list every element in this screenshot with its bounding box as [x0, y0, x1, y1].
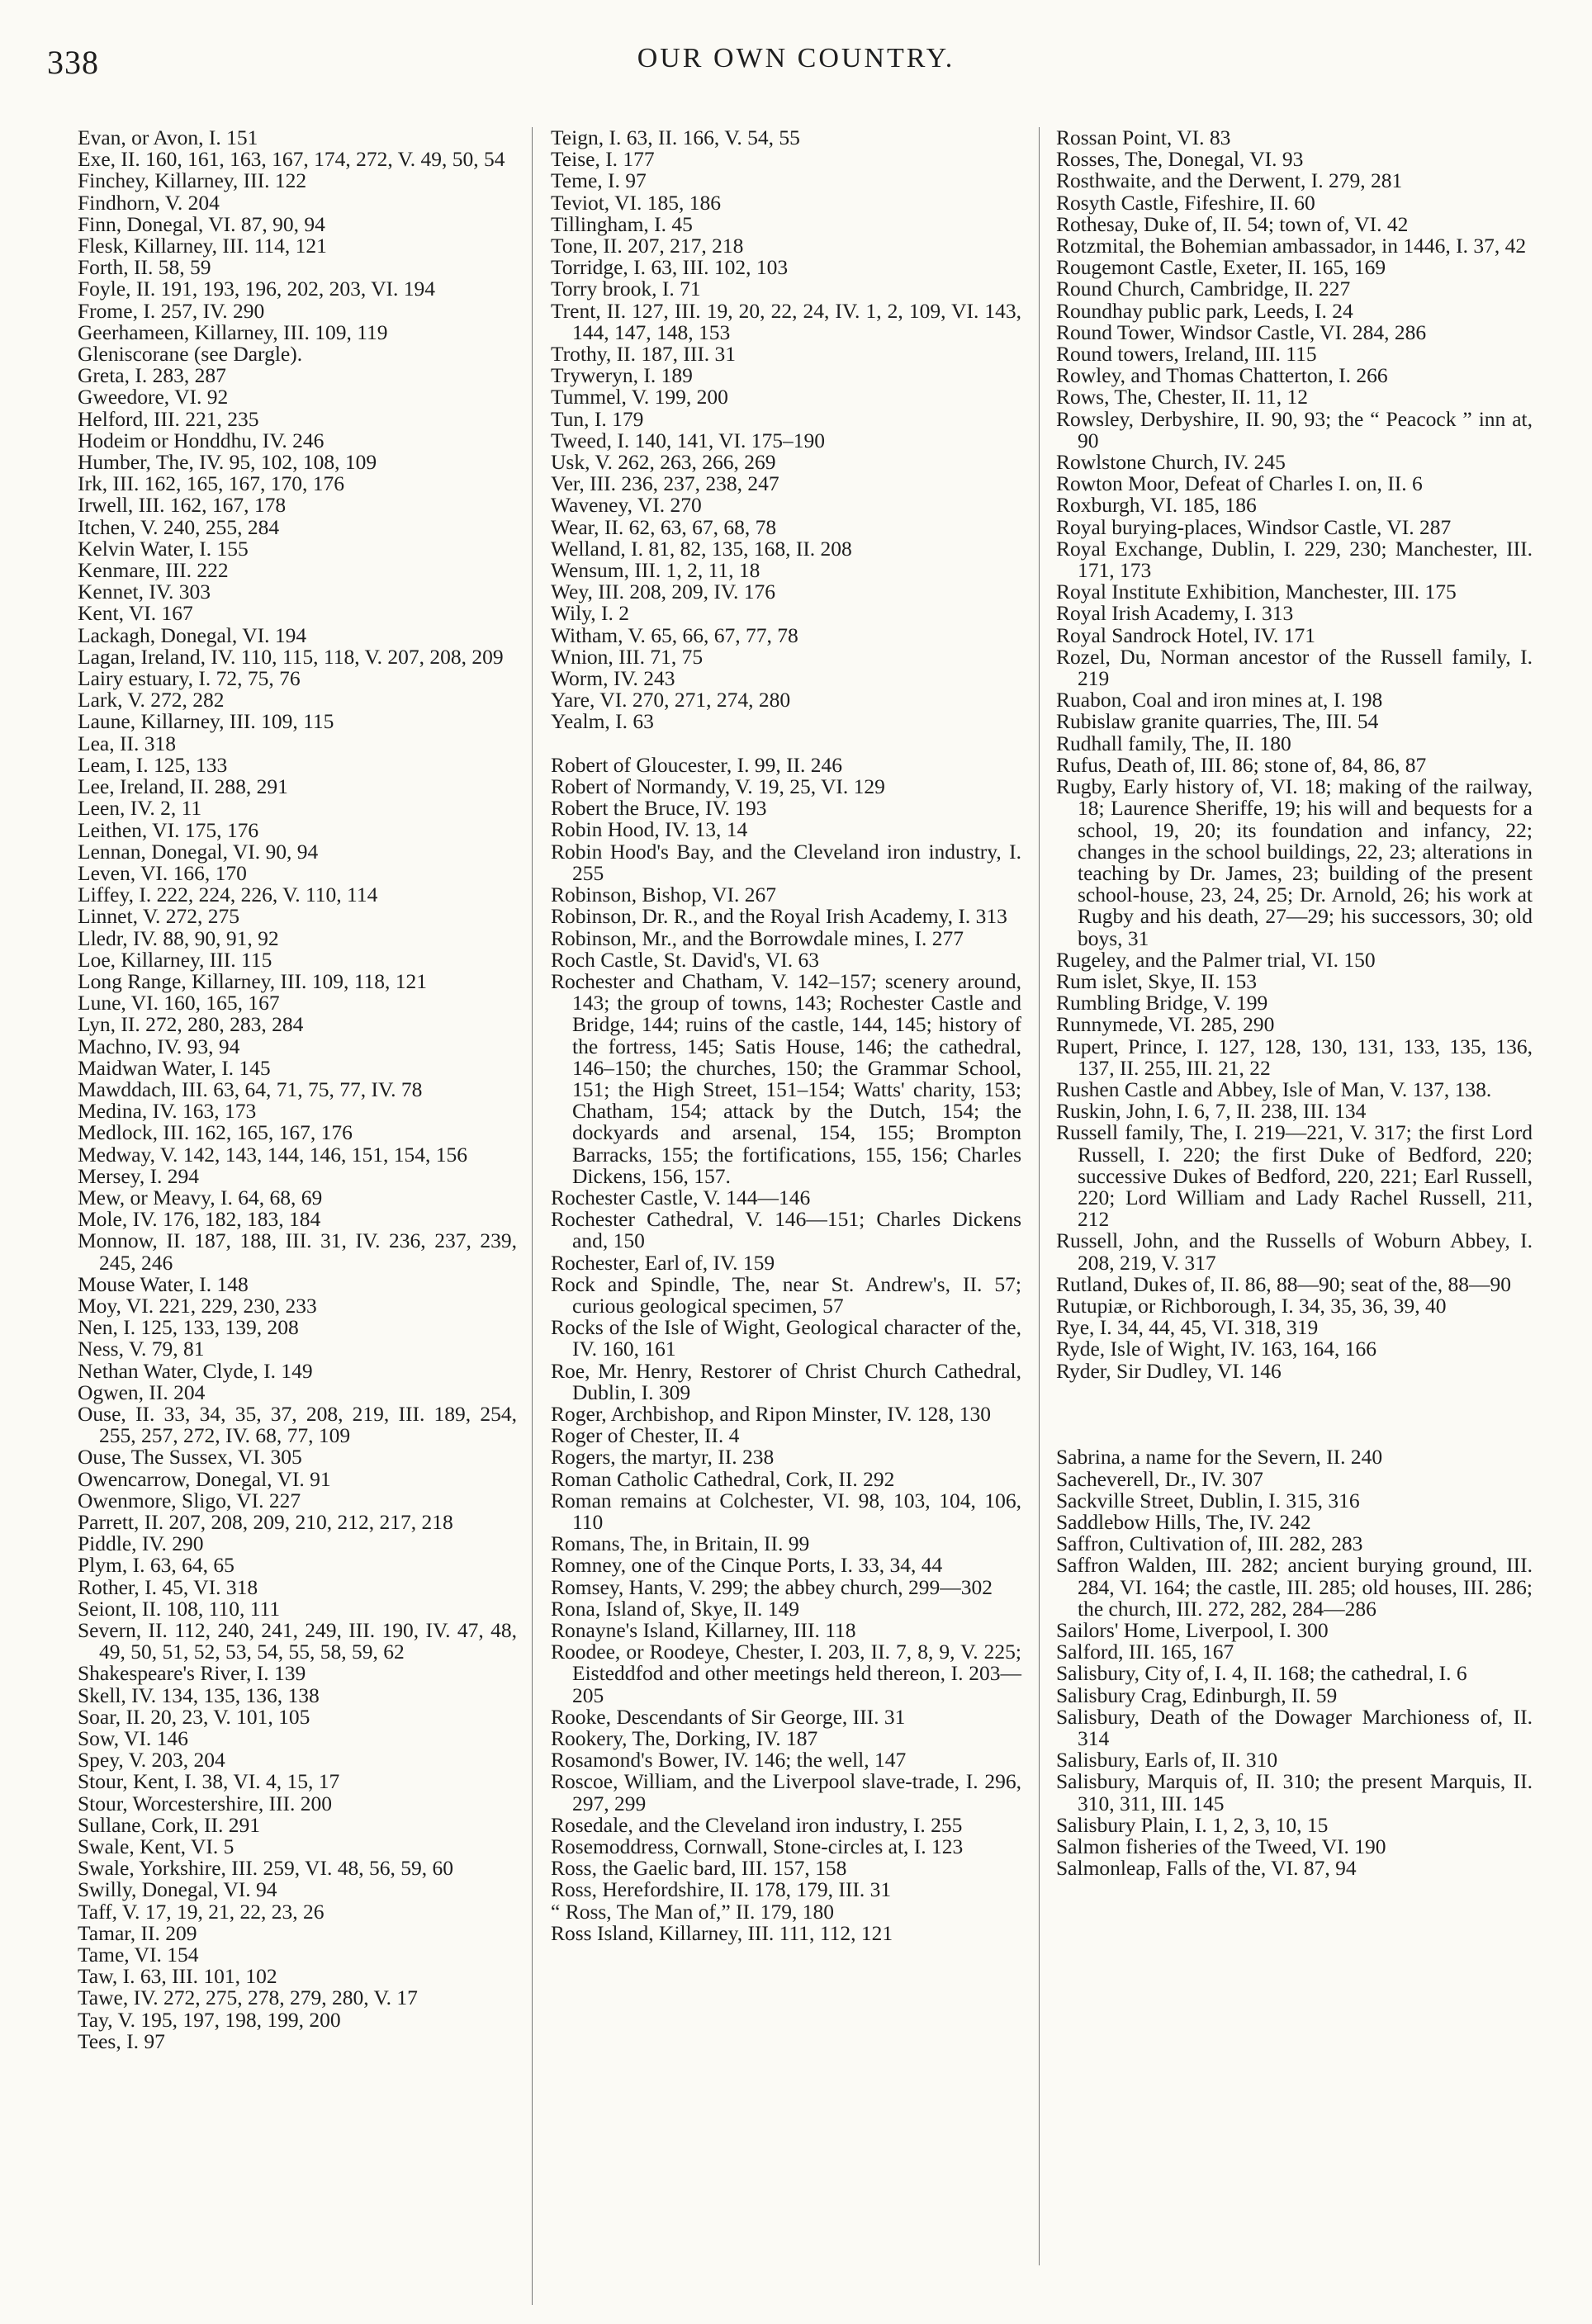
index-entry: Romney, one of the Cinque Ports, I. 33, 34, 44 [551, 1553, 943, 1578]
index-entry: Kenmare, III. 222 [78, 558, 229, 583]
index-entry: Robert of Gloucester, I. 99, II. 246 [551, 752, 843, 777]
index-entry: Royal Institute Exhibition, Manchester, III. 175 [1056, 580, 1457, 604]
index-entry: Roch Castle, St. David's, VI. 63 [551, 947, 819, 972]
index-entry: Exe, II. 160, 161, 163, 167, 174, 272, V. 49, 50, 54 [78, 147, 505, 172]
index-entry: Ross, the Gaelic bard, III. 157, 158 [551, 1856, 847, 1881]
index-entry: Sacheverell, Dr., IV. 307 [1056, 1466, 1263, 1491]
index-entry: Roxburgh, VI. 185, 186 [1056, 493, 1257, 518]
index-entry: Rutupiæ, or Richborough, I. 34, 35, 36, 39, 40 [1056, 1293, 1447, 1318]
index-entry: Rum islet, Skye, II. 153 [1056, 968, 1257, 993]
index-entry: Robin Hood, IV. 13, 14 [551, 817, 748, 842]
index-entry: Tone, II. 207, 217, 218 [551, 234, 744, 258]
index-entry: Russell, John, and the Russells of Woburn Abbey, I. 208, 219, V. 317 [1056, 1228, 1533, 1275]
index-entry: Ouse, The Sussex, VI. 305 [78, 1445, 302, 1470]
index-entry: Roscoe, William, and the Liverpool slave-trade, I. 296, 297, 299 [551, 1769, 1021, 1815]
index-entry: Robert the Bruce, IV. 193 [551, 796, 767, 821]
index-entry: Teme, I. 97 [551, 168, 647, 193]
index-entry: Worm, IV. 243 [551, 666, 675, 691]
index-entry: Leven, VI. 166, 170 [78, 860, 247, 885]
index-entry: Rougemont Castle, Exeter, II. 165, 169 [1056, 255, 1386, 280]
section-gap [1056, 1382, 1533, 1403]
index-entry: Royal Sandrock Hotel, IV. 171 [1056, 622, 1315, 647]
index-entry: Round towers, Ireland, III. 115 [1056, 342, 1317, 367]
index-entry: Parrett, II. 207, 208, 209, 210, 212, 217, 218 [78, 1510, 453, 1534]
index-entry: Gweedore, VI. 92 [78, 385, 229, 409]
index-entry: Maidwan Water, I. 145 [78, 1055, 271, 1080]
index-entry: Taff, V. 17, 19, 21, 22, 23, 26 [78, 1899, 325, 1924]
index-entry: Lyn, II. 272, 280, 283, 284 [78, 1012, 304, 1037]
section-gap [551, 733, 1021, 755]
index-entry: Monnow, II. 187, 188, III. 31, IV. 236, 237, 239, 245, 246 [78, 1228, 517, 1275]
index-entry: Rudhall family, The, II. 180 [1056, 731, 1291, 755]
section-gap [1056, 1403, 1533, 1425]
index-entry: Sow, VI. 146 [78, 1726, 188, 1751]
index-entry: Rushen Castle and Abbey, Isle of Man, V. 137, 138. [1056, 1077, 1492, 1101]
index-entry: Rosyth Castle, Fifeshire, II. 60 [1056, 190, 1315, 215]
index-entry: Wnion, III. 71, 75 [551, 644, 704, 669]
index-entry: Round Church, Cambridge, II. 227 [1056, 277, 1351, 301]
index-entry: Russell family, The, I. 219—221, V. 317; the first Lord Russell, I. 220; the first Duke of Bedford, 220; successive Dukes of Bedford, 220, 221; Earl Russell, 220; Lord William and Lady Rachel Russell, 211, 212 [1056, 1120, 1533, 1232]
index-entry: Salisbury Plain, I. 1, 2, 3, 10, 15 [1056, 1812, 1329, 1837]
index-entry: Tryweryn, I. 189 [551, 363, 693, 388]
index-entry: Medway, V. 142, 143, 144, 146, 151, 154, 156 [78, 1142, 467, 1167]
index-entry: Tamar, II. 209 [78, 1920, 197, 1945]
index-entry: Seiont, II. 108, 110, 111 [78, 1596, 281, 1621]
index-entry: Ryde, Isle of Wight, IV. 163, 164, 166 [1056, 1337, 1376, 1361]
index-entry: Salisbury Crag, Edinburgh, II. 59 [1056, 1683, 1338, 1707]
index-entry: Ruabon, Coal and iron mines at, I. 198 [1056, 688, 1383, 712]
index-entry: Swilly, Donegal, VI. 94 [78, 1877, 277, 1902]
index-entry: Rogers, the martyr, II. 238 [551, 1445, 775, 1470]
index-entry: Rugeley, and the Palmer trial, VI. 150 [1056, 947, 1376, 972]
index-entry: Yealm, I. 63 [551, 709, 654, 734]
index-entry: Linnet, V. 272, 275 [78, 904, 239, 929]
index-entry: Teviot, VI. 185, 186 [551, 190, 721, 215]
index-entry: Foyle, II. 191, 193, 196, 202, 203, VI. 194 [78, 277, 436, 301]
index-entry: Tweed, I. 140, 141, VI. 175–190 [551, 428, 826, 452]
index-entry: Rozel, Du, Norman ancestor of the Russell family, I. 219 [1056, 644, 1533, 691]
index-entry: Sabrina, a name for the Severn, II. 240 [1056, 1445, 1383, 1470]
index-entry: Lackagh, Donegal, VI. 194 [78, 622, 307, 647]
index-entry: Tawe, IV. 272, 275, 278, 279, 280, V. 17 [78, 1986, 418, 2010]
index-entry: Moy, VI. 221, 229, 230, 233 [78, 1293, 317, 1318]
index-entry: Greta, I. 283, 287 [78, 363, 226, 388]
index-column-1 [78, 127, 517, 2052]
index-entry: Torry brook, I. 71 [551, 277, 701, 301]
index-entry: Runnymede, VI. 285, 290 [1056, 1012, 1275, 1037]
index-entry: Waveney, VI. 270 [551, 493, 702, 518]
index-entry: Rosedale, and the Cleveland iron industry, I. 255 [551, 1812, 963, 1837]
index-entry: Plym, I. 63, 64, 65 [78, 1553, 235, 1578]
index-entry: Ross, Herefordshire, II. 178, 179, III. 31 [551, 1877, 892, 1902]
index-entry: Mersey, I. 294 [78, 1163, 200, 1188]
index-entry: Robinson, Mr., and the Borrowdale mines, I. 277 [551, 925, 964, 950]
index-entry: Hodeim or Honddhu, IV. 246 [78, 428, 325, 452]
index-entry: Wensum, III. 1, 2, 11, 18 [551, 558, 760, 583]
index-entry: Rye, I. 34, 44, 45, VI. 318, 319 [1056, 1315, 1319, 1340]
index-entry: Stour, Kent, I. 38, VI. 4, 15, 17 [78, 1769, 340, 1794]
index-entry: Leithen, VI. 175, 176 [78, 817, 259, 842]
index-entry: Lark, V. 272, 282 [78, 688, 225, 712]
index-entry: Medlock, III. 162, 165, 167, 176 [78, 1120, 353, 1145]
index-entry: Tees, I. 97 [78, 2028, 165, 2053]
index-entry: Tummel, V. 199, 200 [551, 385, 728, 409]
index-entry: Salisbury, Marquis of, II. 310; the present Marquis, II. 310, 311, III. 145 [1056, 1769, 1533, 1815]
index-entry: Yare, VI. 270, 271, 274, 280 [551, 688, 791, 712]
index-entry: Swale, Yorkshire, III. 259, VI. 48, 56, 59, 60 [78, 1856, 453, 1881]
index-entry: Rosamond's Bower, IV. 146; the well, 147 [551, 1748, 907, 1773]
index-entry: Geerhameen, Killarney, III. 109, 119 [78, 319, 388, 344]
index-entry: Owencarrow, Donegal, VI. 91 [78, 1466, 331, 1491]
index-entry: Taw, I. 63, III. 101, 102 [78, 1964, 277, 1989]
index-entry: Rosses, The, Donegal, VI. 93 [1056, 147, 1304, 172]
index-entry: Robinson, Bishop, VI. 267 [551, 883, 776, 907]
index-entry: Mawddach, III. 63, 64, 71, 75, 77, IV. 78 [78, 1077, 423, 1101]
index-entry: Salisbury, Earls of, II. 310 [1056, 1748, 1278, 1773]
running-head: OUR OWN COUNTRY. [637, 43, 955, 73]
index-entry: Finchey, Killarney, III. 122 [78, 168, 307, 193]
index-entry: Ness, V. 79, 81 [78, 1337, 205, 1361]
index-entry: Rossan Point, VI. 83 [1056, 125, 1231, 149]
index-entry: Rochester and Chatham, V. 142–157; scenery around, 143; the group of towns, 143; Rochester Castle and Bridge, 144; ruins of the castle, 144, 145; history of the fortress, 145; Satis House, 146; the cathedral, 146–150; the churches, 150; the Grammar School, 151; the High Street, 151–154; Watts' charity, 153; Chatham, 154; attack by the Dutch, 154; the dockyards and arsenal, 154, 155; Brompton Barracks, 155; the fortifications, 155, 156; Charles Dickens, 156, 157. [551, 968, 1021, 1188]
index-entry: Flesk, Killarney, III. 114, 121 [78, 234, 327, 258]
index-entry: Leen, IV. 2, 11 [78, 796, 202, 821]
index-entry: Ronayne's Island, Killarney, III. 118 [551, 1618, 856, 1642]
index-entry: Rona, Island of, Skye, II. 149 [551, 1596, 799, 1621]
index-entry: Tay, V. 195, 197, 198, 199, 200 [78, 2007, 341, 2032]
index-entry: Lennan, Donegal, VI. 90, 94 [78, 839, 319, 864]
page-number: 338 [47, 44, 99, 81]
index-entry: Rochester Cathedral, V. 146—151; Charles Dickens and, 150 [551, 1207, 1021, 1253]
index-entry: Roger of Chester, II. 4 [551, 1423, 740, 1448]
index-entry: Rookery, The, Dorking, IV. 187 [551, 1726, 818, 1751]
index-entry: Nen, I. 125, 133, 139, 208 [78, 1315, 299, 1340]
index-entry: Saffron, Cultivation of, III. 282, 283 [1056, 1531, 1363, 1556]
index-entry: Rumbling Bridge, V. 199 [1056, 991, 1268, 1015]
index-entry: Rufus, Death of, III. 86; stone of, 84, 86, 87 [1056, 752, 1427, 777]
index-column-3 [1056, 127, 1533, 1879]
column-divider [1039, 127, 1040, 2265]
index-entry: Saffron Walden, III. 282; ancient burying ground, III. 284, VI. 164; the castle, III. 285; old houses, III. 286; the church, III. 272, 282, 284—286 [1056, 1553, 1533, 1621]
index-entry: Royal Irish Academy, I. 313 [1056, 601, 1294, 626]
index-entry: Rothesay, Duke of, II. 54; town of, VI. 42 [1056, 211, 1409, 236]
index-entry: “ Ross, The Man of,” II. 179, 180 [551, 1899, 835, 1924]
index-entry: Wily, I. 2 [551, 601, 630, 626]
index-entry: Kennet, IV. 303 [78, 580, 211, 604]
index-entry: Humber, The, IV. 95, 102, 108, 109 [78, 450, 377, 475]
index-entry: Rock and Spindle, The, near St. Andrew's, II. 57; curious geological specimen, 57 [551, 1271, 1021, 1318]
index-entry: Rowley, and Thomas Chatterton, I. 266 [1056, 363, 1388, 388]
index-entry: Rowsley, Derbyshire, II. 90, 93; the “ Peacock ” inn at, 90 [1056, 406, 1533, 452]
index-entry: Leam, I. 125, 133 [78, 752, 228, 777]
index-entry: Machno, IV. 93, 94 [78, 1034, 240, 1058]
index-entry: Rugby, Early history of, VI. 18; making of the railway, 18; Laurence Sheriffe, 19; his will and bequests for a school, 19, 20; its foundation and infancy, 22; changes in the school buildings, 22, 23; alterations in teaching by Dr. James, 23; building of the present school-house, 23, 24, 25; Dr. Arnold, 26; his work at Rugby and his death, 27—29; his successors, 30; old boys, 31 [1056, 774, 1533, 950]
index-entry: Nethan Water, Clyde, I. 149 [78, 1358, 313, 1383]
index-entry: Ruskin, John, I. 6, 7, II. 238, III. 134 [1056, 1099, 1367, 1124]
index-entry: Salmonleap, Falls of the, VI. 87, 94 [1056, 1856, 1357, 1881]
index-entry: Trothy, II. 187, III. 31 [551, 342, 737, 367]
index-entry: Swale, Kent, VI. 5 [78, 1834, 235, 1859]
index-entry: Teise, I. 177 [551, 147, 655, 172]
index-entry: Tame, VI. 154 [78, 1943, 199, 1967]
index-entry: Gleniscorane (see Dargle). [78, 342, 303, 367]
index-entry: Stour, Worcestershire, III. 200 [78, 1791, 333, 1815]
index-entry: Round Tower, Windsor Castle, VI. 284, 286 [1056, 319, 1427, 344]
index-entry: Torridge, I. 63, III. 102, 103 [551, 255, 789, 280]
index-entry: Forth, II. 58, 59 [78, 255, 211, 280]
index-entry: Romsey, Hants, V. 299; the abbey church, 299—302 [551, 1574, 993, 1599]
index-entry: Salisbury, City of, I. 4, II. 168; the cathedral, I. 6 [1056, 1661, 1467, 1686]
index-entry: Roundhay public park, Leeds, I. 24 [1056, 298, 1353, 323]
index-entry: Teign, I. 63, II. 166, V. 54, 55 [551, 125, 800, 149]
index-entry: Shakespeare's River, I. 139 [78, 1661, 306, 1686]
index-entry: Long Range, Killarney, III. 109, 118, 121 [78, 968, 428, 993]
index-entry: Rubislaw granite quarries, The, III. 54 [1056, 709, 1379, 734]
index-entry: Tun, I. 179 [551, 406, 644, 431]
index-entry: Skell, IV. 134, 135, 136, 138 [78, 1683, 320, 1707]
index-entry: Mouse Water, I. 148 [78, 1271, 249, 1296]
index-entry: Lea, II. 318 [78, 731, 176, 755]
index-entry: Lee, Ireland, II. 288, 291 [78, 774, 288, 799]
index-entry: Rocks of the Isle of Wight, Geological character of the, IV. 160, 161 [551, 1315, 1021, 1361]
index-entry: Findhorn, V. 204 [78, 190, 220, 215]
index-entry: Witham, V. 65, 66, 67, 77, 78 [551, 622, 798, 647]
index-entry: Roman Catholic Cathedral, Cork, II. 292 [551, 1466, 895, 1491]
index-entry: Rochester, Earl of, IV. 159 [551, 1250, 775, 1275]
index-entry: Rother, I. 45, VI. 318 [78, 1574, 258, 1599]
index-entry: Romans, The, in Britain, II. 99 [551, 1531, 810, 1556]
index-entry: Salmon fisheries of the Tweed, VI. 190 [1056, 1834, 1386, 1858]
index-entry: Rosemoddress, Cornwall, Stone-circles at, I. 123 [551, 1834, 964, 1859]
index-entry: Medina, IV. 163, 173 [78, 1099, 257, 1124]
index-entry: Frome, I. 257, IV. 290 [78, 298, 265, 323]
index-entry: Mole, IV. 176, 182, 183, 184 [78, 1207, 321, 1232]
index-entry: Kent, VI. 167 [78, 601, 193, 626]
index-entry: Itchen, V. 240, 255, 284 [78, 514, 280, 539]
index-entry: Saddlebow Hills, The, IV. 242 [1056, 1509, 1311, 1534]
index-entry: Mew, or Meavy, I. 64, 68, 69 [78, 1185, 323, 1209]
index-entry: Ogwen, II. 204 [78, 1380, 206, 1404]
index-entry: Royal burying-places, Windsor Castle, VI. 287 [1056, 514, 1452, 539]
index-entry: Piddle, IV. 290 [78, 1531, 204, 1556]
index-entry: Rupert, Prince, I. 127, 128, 130, 131, 133, 135, 136, 137, II. 255, III. 21, 22 [1056, 1034, 1533, 1080]
index-entry: Roodee, or Roodeye, Chester, I. 203, II. 7, 8, 9, V. 225; Eisteddfod and other meetings held thereon, I. 203—205 [551, 1640, 1021, 1707]
index-entry: Sackville Street, Dublin, I. 315, 316 [1056, 1488, 1360, 1512]
index-entry: Robin Hood's Bay, and the Cleveland iron industry, I. 255 [551, 839, 1021, 885]
index-entry: Roger, Archbishop, and Ripon Minster, IV. 128, 130 [551, 1401, 991, 1426]
index-entry: Finn, Donegal, VI. 87, 90, 94 [78, 211, 325, 236]
index-entry: Rooke, Descendants of Sir George, III. 31 [551, 1704, 906, 1729]
index-entry: Rutland, Dukes of, II. 86, 88—90; seat of the, 88—90 [1056, 1271, 1512, 1296]
index-entry: Irk, III. 162, 165, 167, 170, 176 [78, 471, 344, 496]
index-entry: Liffey, I. 222, 224, 226, V. 110, 114 [78, 883, 378, 907]
index-entry: Evan, or Avon, I. 151 [78, 125, 258, 149]
index-entry: Ryder, Sir Dudley, VI. 146 [1056, 1358, 1282, 1383]
index-entry: Wey, III. 208, 209, IV. 176 [551, 580, 776, 604]
index-entry: Lagan, Ireland, IV. 110, 115, 118, V. 207, 208, 209 [78, 644, 504, 669]
index-entry: Soar, II. 20, 23, V. 101, 105 [78, 1704, 310, 1729]
column-divider [532, 127, 533, 2305]
index-entry: Welland, I. 81, 82, 135, 168, II. 208 [551, 536, 852, 561]
index-entry: Salford, III. 165, 167 [1056, 1640, 1234, 1664]
index-entry: Lledr, IV. 88, 90, 91, 92 [78, 925, 279, 950]
index-entry: Ver, III. 236, 237, 238, 247 [551, 471, 779, 496]
index-entry: Royal Exchange, Dublin, I. 229, 230; Manchester, III. 171, 173 [1056, 536, 1533, 583]
index-entry: Rowlstone Church, IV. 245 [1056, 450, 1286, 475]
index-entry: Roman remains at Colchester, VI. 98, 103, 104, 106, 110 [551, 1488, 1021, 1534]
index-entry: Trent, II. 127, III. 19, 20, 22, 24, IV. 1, 2, 109, VI. 143, 144, 147, 148, 153 [551, 298, 1021, 344]
index-entry: Roe, Mr. Henry, Restorer of Christ Church Cathedral, Dublin, I. 309 [551, 1358, 1021, 1404]
index-entry: Robinson, Dr. R., and the Royal Irish Academy, I. 313 [551, 904, 1007, 929]
index-entry: Sailors' Home, Liverpool, I. 300 [1056, 1617, 1329, 1642]
index-entry: Rows, The, Chester, II. 11, 12 [1056, 385, 1308, 409]
index-entry: Usk, V. 262, 263, 266, 269 [551, 450, 776, 475]
index-entry: Rowton Moor, Defeat of Charles I. on, II. 6 [1056, 471, 1423, 496]
index-entry: Helford, III. 221, 235 [78, 406, 259, 431]
index-entry: Wear, II. 62, 63, 67, 68, 78 [551, 514, 777, 539]
index-entry: Severn, II. 112, 240, 241, 249, III. 190, IV. 47, 48, 49, 50, 51, 52, 53, 54, 55, 58, 59, 62 [78, 1618, 517, 1664]
index-entry: Rosthwaite, and the Derwent, I. 279, 281 [1056, 168, 1403, 193]
index-entry: Loe, Killarney, III. 115 [78, 947, 272, 972]
index-entry: Owenmore, Sligo, VI. 227 [78, 1488, 301, 1512]
index-entry: Sullane, Cork, II. 291 [78, 1812, 260, 1837]
index-column-2 [551, 127, 1021, 1944]
index-entry: Salisbury, Death of the Dowager Marchioness of, II. 314 [1056, 1704, 1533, 1750]
index-entry: Robert of Normandy, V. 19, 25, VI. 129 [551, 774, 885, 799]
index-entry: Lune, VI. 160, 165, 167 [78, 991, 280, 1015]
index-entry: Ouse, II. 33, 34, 35, 37, 208, 219, III. 189, 254, 255, 257, 272, IV. 68, 77, 109 [78, 1401, 517, 1448]
index-entry: Ross Island, Killarney, III. 111, 112, 121 [551, 1920, 893, 1945]
index-entry: Spey, V. 203, 204 [78, 1748, 225, 1773]
index-entry: Kelvin Water, I. 155 [78, 536, 249, 561]
index-entry: Laune, Killarney, III. 109, 115 [78, 709, 334, 734]
index-entry: Rotzmital, the Bohemian ambassador, in 1446, I. 37, 42 [1056, 234, 1527, 258]
section-gap [1056, 1425, 1533, 1446]
index-entry: Rochester Castle, V. 144—146 [551, 1185, 811, 1209]
index-entry: Tillingham, I. 45 [551, 211, 693, 236]
index-entry: Lairy estuary, I. 72, 75, 76 [78, 666, 301, 691]
index-entry: Irwell, III. 162, 167, 178 [78, 493, 287, 518]
